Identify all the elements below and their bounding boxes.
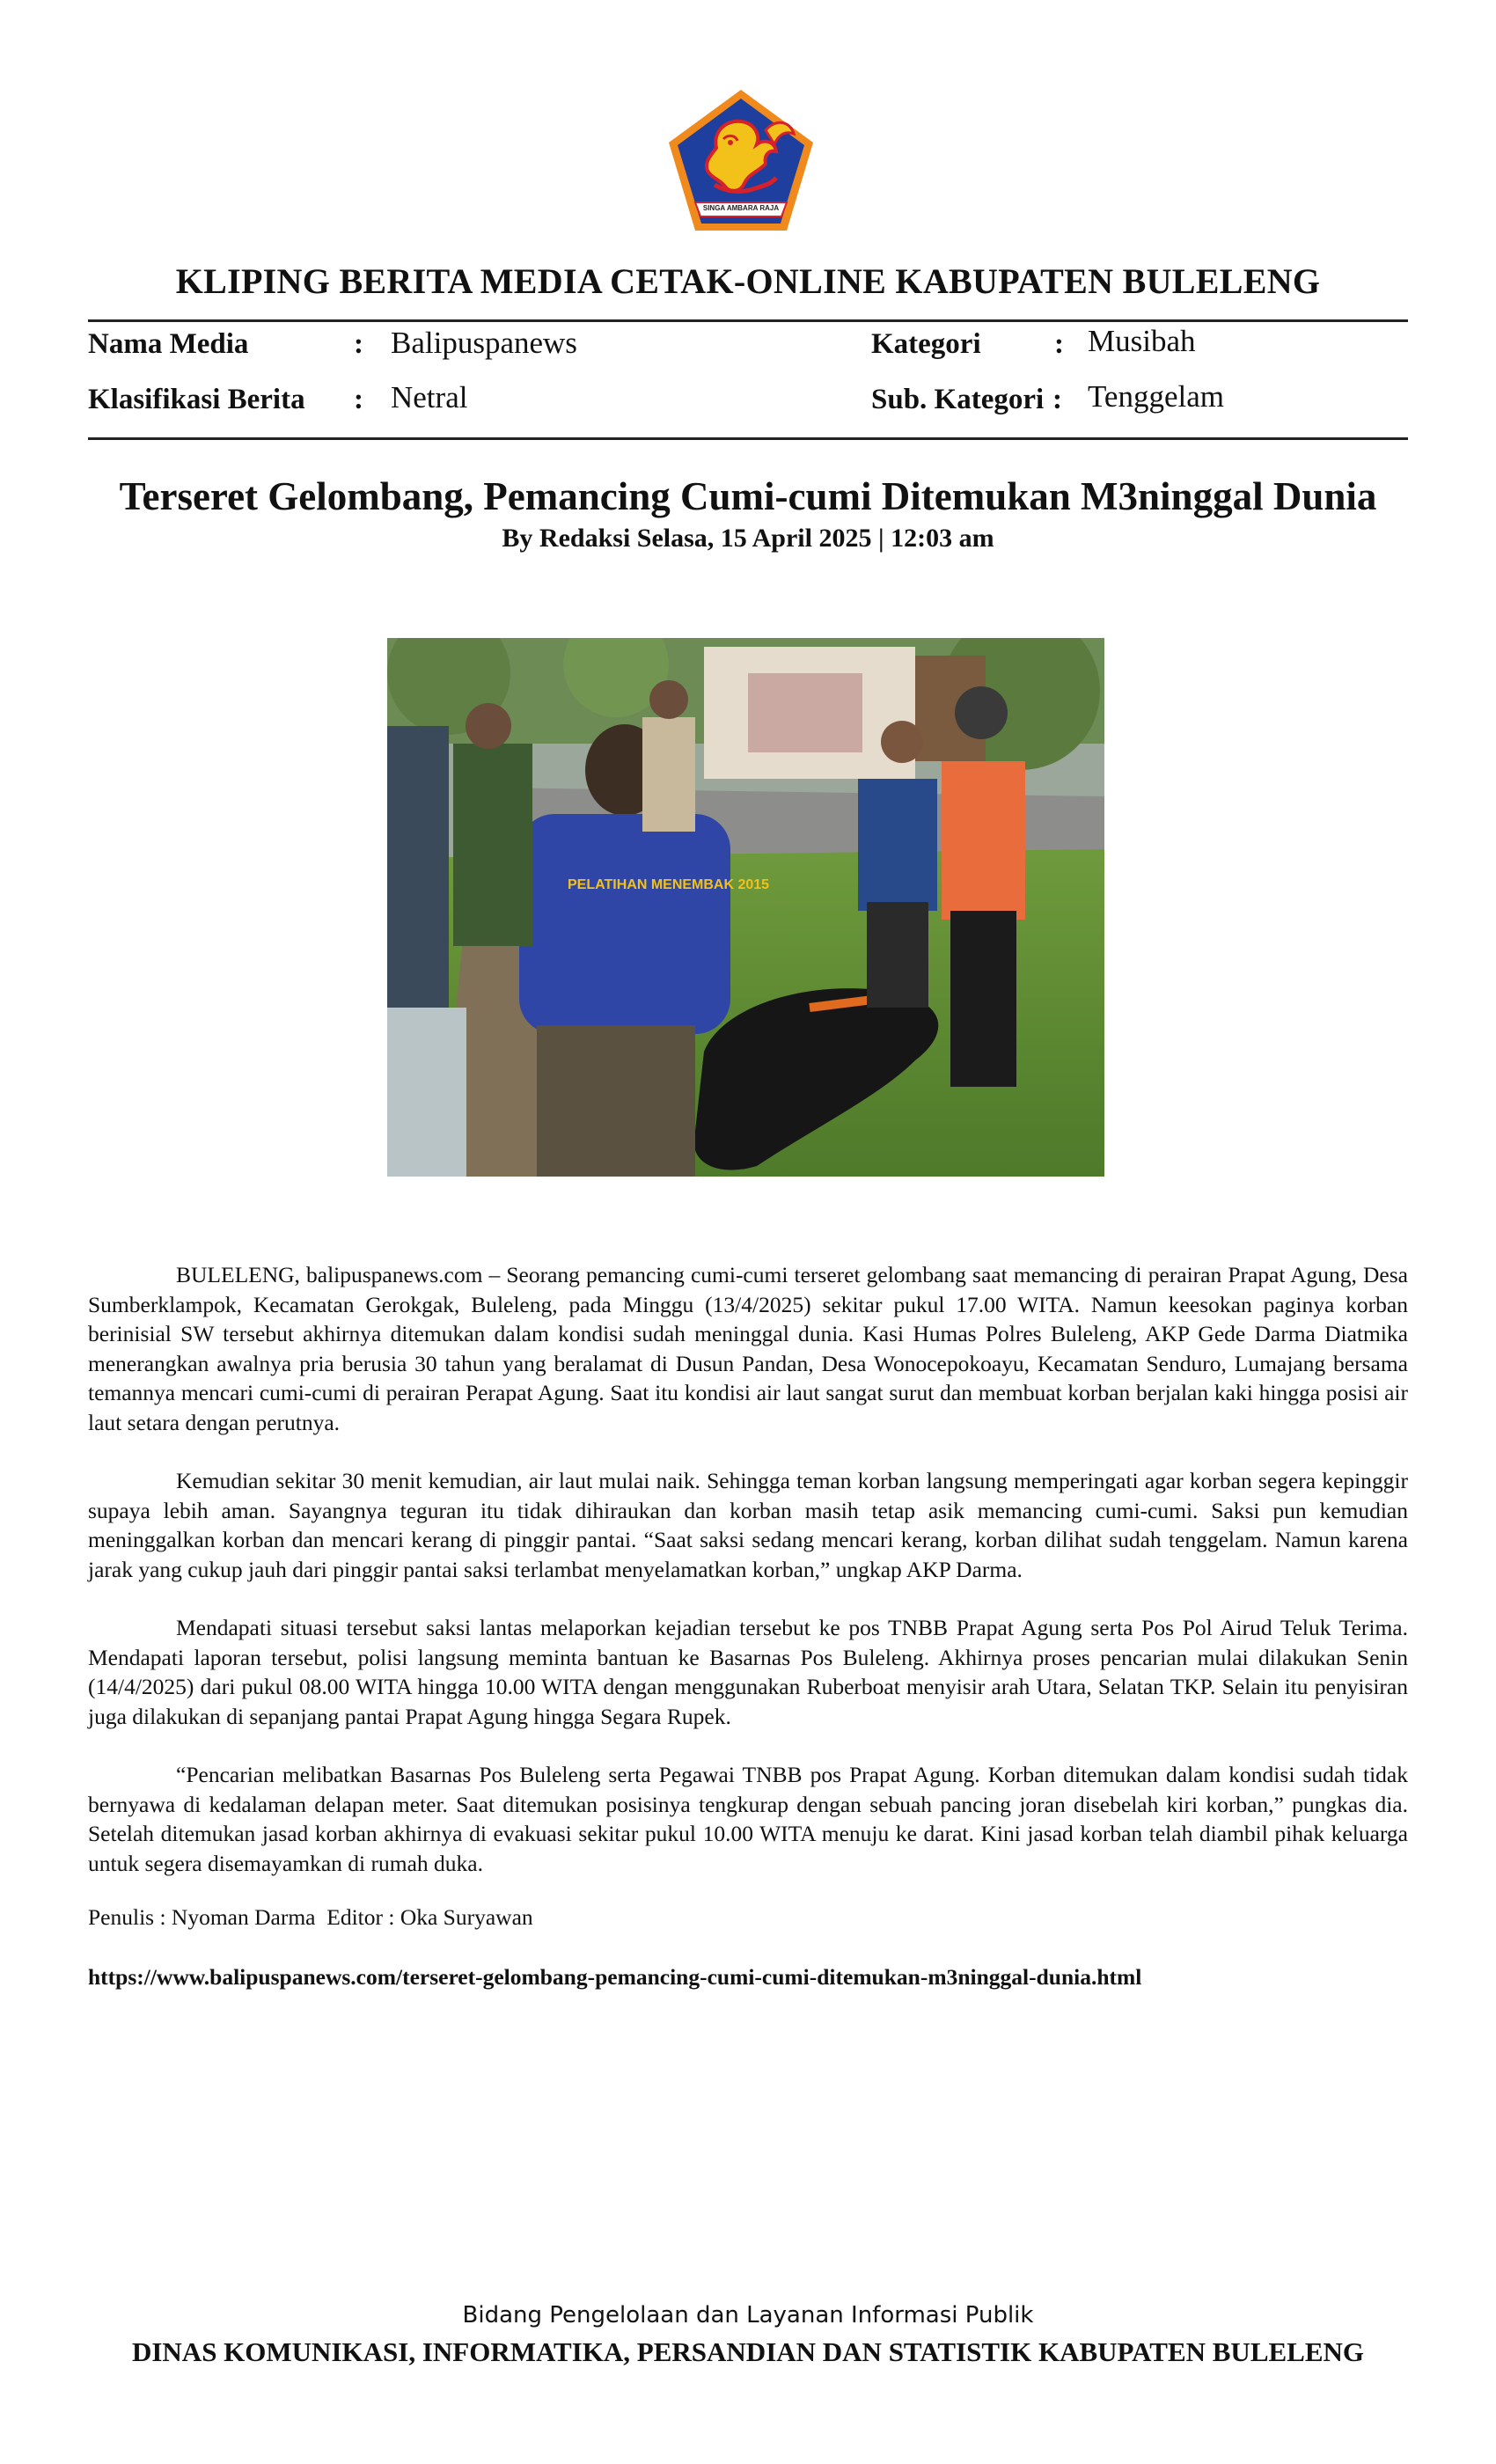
article-paragraph: “Pencarian melibatkan Basarnas Pos Buleleng serta Pegawai TNBB pos Prapat Agung. Korban ditemukan dalam kondisi sudah tidak bernyawa di kedalaman delapan meter. Saat ditemukan posisinya tengkurap dengan sebuah pancing joran disebelah kiri korban,” pungkas dia. Setelah ditemukan jasad korban akhirnya di evakuasi sekitar pukul 10.00 WITA menuju ke darat. Kini jasad korban telah diambil pihak keluarga untuk segera disemayamkan di rumah duka. [88, 1762, 1408, 1876]
page-title: KLIPING BERITA MEDIA CETAK-ONLINE KABUPATEN BULELENG [175, 261, 1321, 301]
nama-media-colon: : [354, 328, 363, 360]
buleleng-regency-logo [662, 86, 820, 236]
logo-motto: SINGA AMBARA RAJA [702, 204, 780, 212]
kategori-label: Kategori [871, 328, 981, 360]
nama-media-label: Nama Media [88, 328, 249, 360]
article-body [88, 1260, 1408, 1907]
article-credits: Penulis : Nyoman Darma Editor : Oka Suryawan [88, 1904, 533, 1930]
sub-kategori-value: Tenggelam [1088, 379, 1224, 414]
sub-kategori-label: Sub. Kategori [871, 384, 1045, 415]
kategori-colon: : [1054, 328, 1064, 360]
nama-media-value: Balipuspanews [391, 326, 577, 360]
sub-kategori-colon: : [1052, 384, 1062, 415]
footer-division: Bidang Pengelolaan dan Layanan Informasi Publik [462, 2302, 1034, 2328]
shirt-print: PELATIHAN MENEMBAK 2015 [568, 877, 770, 892]
kategori-value: Musibah [1088, 324, 1196, 358]
article-paragraph: BULELENG, balipuspanews.com – Seorang pemancing cumi-cumi terseret gelombang saat memancing di perairan Prapat Agung, Desa Sumberklampok, Kecamatan Gerokgak, Buleleng, pada Minggu (13/4/2025) sekitar pukul 17.00 WITA. Namun keesokan paginya korban berinisial SW tersebut akhirnya ditemukan dalam kondisi sudah meninggal dunia. Kasi Humas Polres Buleleng, AKP Gede Darma Diatmika menerangkan awalnya pria berusia 30 tahun yang beralamat di Dusun Pandan, Desa Wonocepokoayu, Kecamatan Senduro, Lumajang bersama temannya mencari cumi-cumi di perairan Perapat Agung. Saat itu kondisi air laut sangat surut dan membuat korban berjalan kaki hingga posisi air laut setara dengan perutnya. [88, 1262, 1408, 1435]
header-top-divider [88, 319, 1408, 322]
article-paragraph: Mendapati situasi tersebut saksi lantas melaporkan kejadian tersebut ke pos TNBB Prapat Agung serta Pos Pol Airud Teluk Terima. Mendapati laporan tersebut, polisi langsung meminta bantuan ke Basarnas Pos Buleleng. Akhirnya proses pencarian mulai dilakukan Senin (14/4/2025) dari pukul 08.00 WITA hingga 10.00 WITA dengan menggunakan Ruberboat menyisir arah Utara, Selatan TKP. Selain itu penyisiran juga dilakukan di sepanjang pantai Prapat Agung hingga Segara Rupek. [88, 1615, 1408, 1729]
article-headline: Terseret Gelombang, Pemancing Cumi-cumi Ditemukan M3ninggal Dunia [119, 474, 1377, 518]
klasifikasi-berita-colon: : [354, 384, 363, 415]
klasifikasi-berita-value: Netral [391, 380, 468, 414]
article-paragraph: Kemudian sekitar 30 menit kemudian, air laut mulai naik. Sehingga teman korban langsung memperingati agar korban segera kepinggir supaya lebih aman. Sayangnya teguran itu tidak dihiraukan dan korban masih tetap asik memancing cumi-cumi. Saksi pun kemudian meninggalkan korban dan mencari kerang di pinggir pantai. “Saat saksi sedang mencari kerang, korban dilihat sudah tenggelam. Namun karena jarak yang cukup jauh dari pinggir pantai saksi terlambat menyelamatkan korban,” ungkap AKP Darma. [88, 1468, 1408, 1582]
klasifikasi-berita-label: Klasifikasi Berita [88, 384, 305, 415]
article-url[interactable]: https://www.balipuspanews.com/terseret-gelombang-pemancing-cumi-cumi-ditemukan-m3ninggal-dunia.html [88, 1964, 1142, 1990]
footer-agency: DINAS KOMUNIKASI, INFORMATIKA, PERSANDIAN DAN STATISTIK KABUPATEN BULELENG [131, 2336, 1365, 2367]
article-photo [387, 638, 1104, 1177]
article-byline: By Redaksi Selasa, 15 April 2025 | 12:03 am [502, 524, 994, 553]
header-bottom-divider [88, 437, 1408, 440]
